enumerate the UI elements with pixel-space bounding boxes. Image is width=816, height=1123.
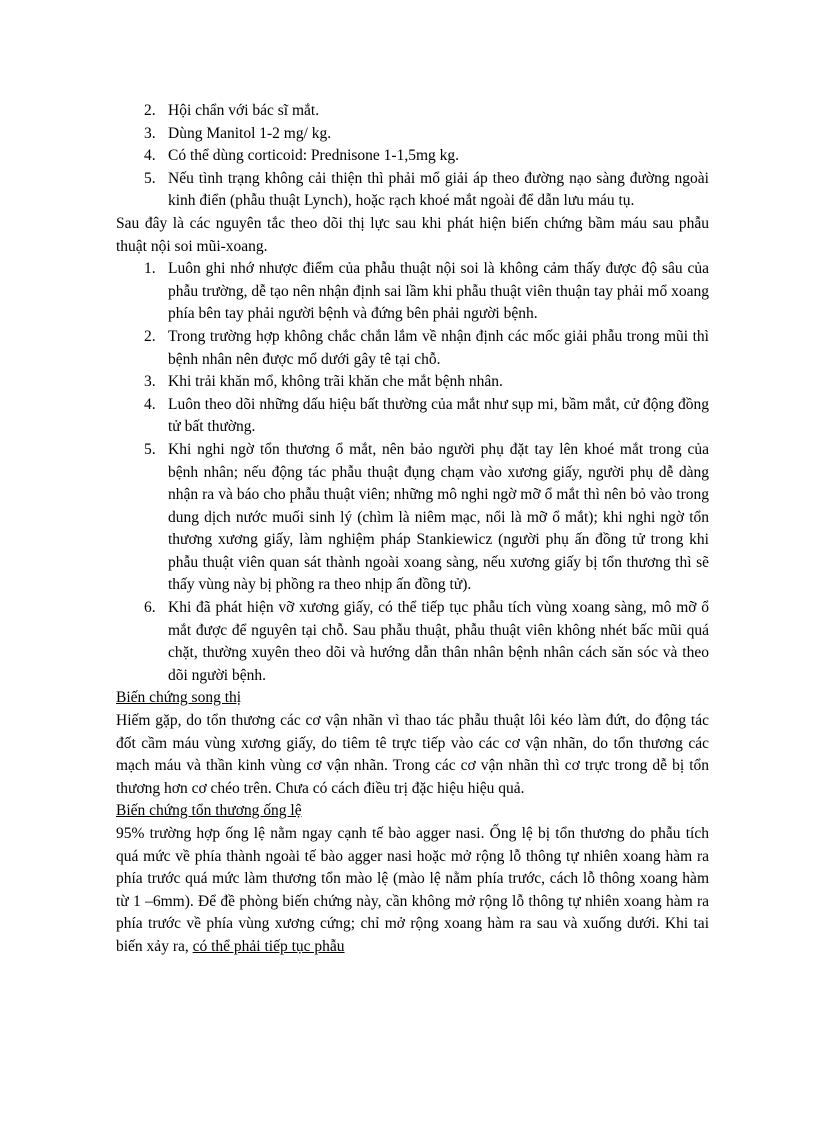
list-number: 3. [144, 373, 156, 391]
list-text: Trong trường hợp không chắc chắn lắm về nhận định các mốc giải phẫu trong mũi thì bệnh nhân nên được mổ dưới gây tê tại chỗ. [168, 327, 709, 368]
list-text: Luôn ghi nhớ nhược điểm của phẫu thuật nội soi là không cảm thấy được độ sâu của phẫu trường, dễ tạo nên nhận định sai lầm khi phẫu thuật viên thuận tay phải mổ xoang phía bên tay phải người bệnh và đứng bên phải người bệnh. [168, 260, 709, 323]
list-number: 4. [144, 395, 156, 413]
list-text: Khi đã phát hiện vỡ xương giấy, có thể tiếp tục phẫu tích vùng xoang sàng, mô mỡ ổ mắt được để nguyên tại chỗ. Sau phẫu thuật, phẫu thuật viên không nhét bấc mũi quá chặt, thường xuyên theo dõi và hướng dẫn thân nhân bệnh nhân cách săn sóc và theo dõi người bệnh. [168, 599, 709, 684]
list-number: 3. [144, 124, 156, 142]
list-item [116, 100, 709, 123]
list-text: Khi trải khăn mổ, không trãi khăn che mắt bệnh nhân. [168, 373, 503, 391]
principles-list [116, 258, 709, 687]
list-item [116, 394, 709, 439]
list-item [116, 326, 709, 371]
list-number: 2. [144, 327, 156, 345]
list-item [116, 597, 709, 687]
section-body-lacrimal [116, 823, 709, 959]
underlined-continuation: có thể phải tiếp tục phẫu [192, 937, 345, 955]
list-item [116, 168, 709, 213]
treatment-list [116, 100, 709, 213]
list-number: 5. [144, 169, 156, 187]
list-text: Nếu tình trạng không cải thiện thì phải mổ giải áp theo đường nạo sàng đường ngoài kinh điển (phẫu thuật Lynch), hoặc rạch khoé mắt ngoài để dẫn lưu máu tụ. [168, 169, 709, 210]
list-item [116, 123, 709, 146]
section-heading-lacrimal: Biến chứng tổn thương ống lệ [116, 802, 302, 820]
list-number: 4. [144, 147, 156, 165]
list-item [116, 439, 709, 597]
section-body-lacrimal-text: 95% trường hợp ống lệ nằm ngay cạnh tế bào agger nasi. Ống lệ bị tổn thương do phẫu tích quá mức về phía thành ngoài tế bào agger nasi hoặc mở rộng lỗ thông tự nhiên xoang hàm ra phía trước quá mức làm thương tổn mào lệ (mào lệ nằm phía trước, cách lỗ thông xoang hàm từ 1 –6mm). Để đề phòng biến chứng này, cần không mở rộng lỗ thông tự nhiên xoang hàm ra phía trước về phía vùng xương cứng; chỉ mở rộng xoang hàm ra sau và xuống dưới. Khi tai biến xảy ra, [116, 825, 709, 955]
list-number: 1. [144, 260, 156, 278]
list-text: Hội chẩn với bác sĩ mắt. [168, 102, 320, 119]
list-text: Dùng Manitol 1-2 mg/ kg. [168, 124, 332, 142]
list-number: 2. [144, 102, 156, 119]
list-number: 6. [144, 599, 156, 617]
intro-paragraph: Sau đây là các nguyên tắc theo dõi thị lực sau khi phát hiện biến chứng bầm máu sau phẫu thuật nội soi mũi-xoang. [116, 214, 709, 255]
list-text: Có thể dùng corticoid: Prednisone 1-1,5mg kg. [168, 147, 460, 165]
list-item [116, 258, 709, 326]
list-item [116, 371, 709, 394]
list-number: 5. [144, 440, 156, 458]
list-text: Luôn theo dõi những dấu hiệu bất thường của mắt như sụp mi, bầm mắt, cử động đồng tử bất thường. [168, 395, 709, 436]
list-item [116, 145, 709, 168]
section-body-diplopia: Hiếm gặp, do tổn thương các cơ vận nhãn vì thao tác phẫu thuật lôi kéo làm đứt, do động tác đốt cầm máu vùng xương giấy, do tiêm tê trực tiếp vào các cơ vận nhãn, do tổn thương các mạch máu và thần kinh vùng cơ vận nhãn. Trong các cơ vận nhãn thì cơ trực trong dễ bị tổn thương hơn cơ chéo trên. Chưa có cách điều trị đặc hiệu hiệu quả. [116, 712, 709, 797]
list-text: Khi nghi ngờ tổn thương ổ mắt, nên bảo người phụ đặt tay lên khoé mắt trong của bệnh nhân; nếu động tác phẫu thuật đụng chạm vào xương giấy, người phụ dễ dàng nhận ra và báo cho phẫu thuật viên; những mô nghi ngờ mỡ ổ mắt thì nên bỏ vào trong dung dịch nước muối sinh lý (chìm là niêm mạc, nổi là mỡ ổ mắt); khi nghi ngờ tổn thương xương giấy, làm nghiệm pháp Stankiewicz (người phụ ấn đồng tử trong khi phẫu thuật viên quan sát thành ngoài xoang sàng, nếu xương giấy bị tổn thương thì sẽ thấy vùng này bị phồng ra theo nhịp ấn đồng tử). [168, 440, 709, 594]
section-heading-diplopia: Biến chứng song thị [116, 689, 242, 707]
